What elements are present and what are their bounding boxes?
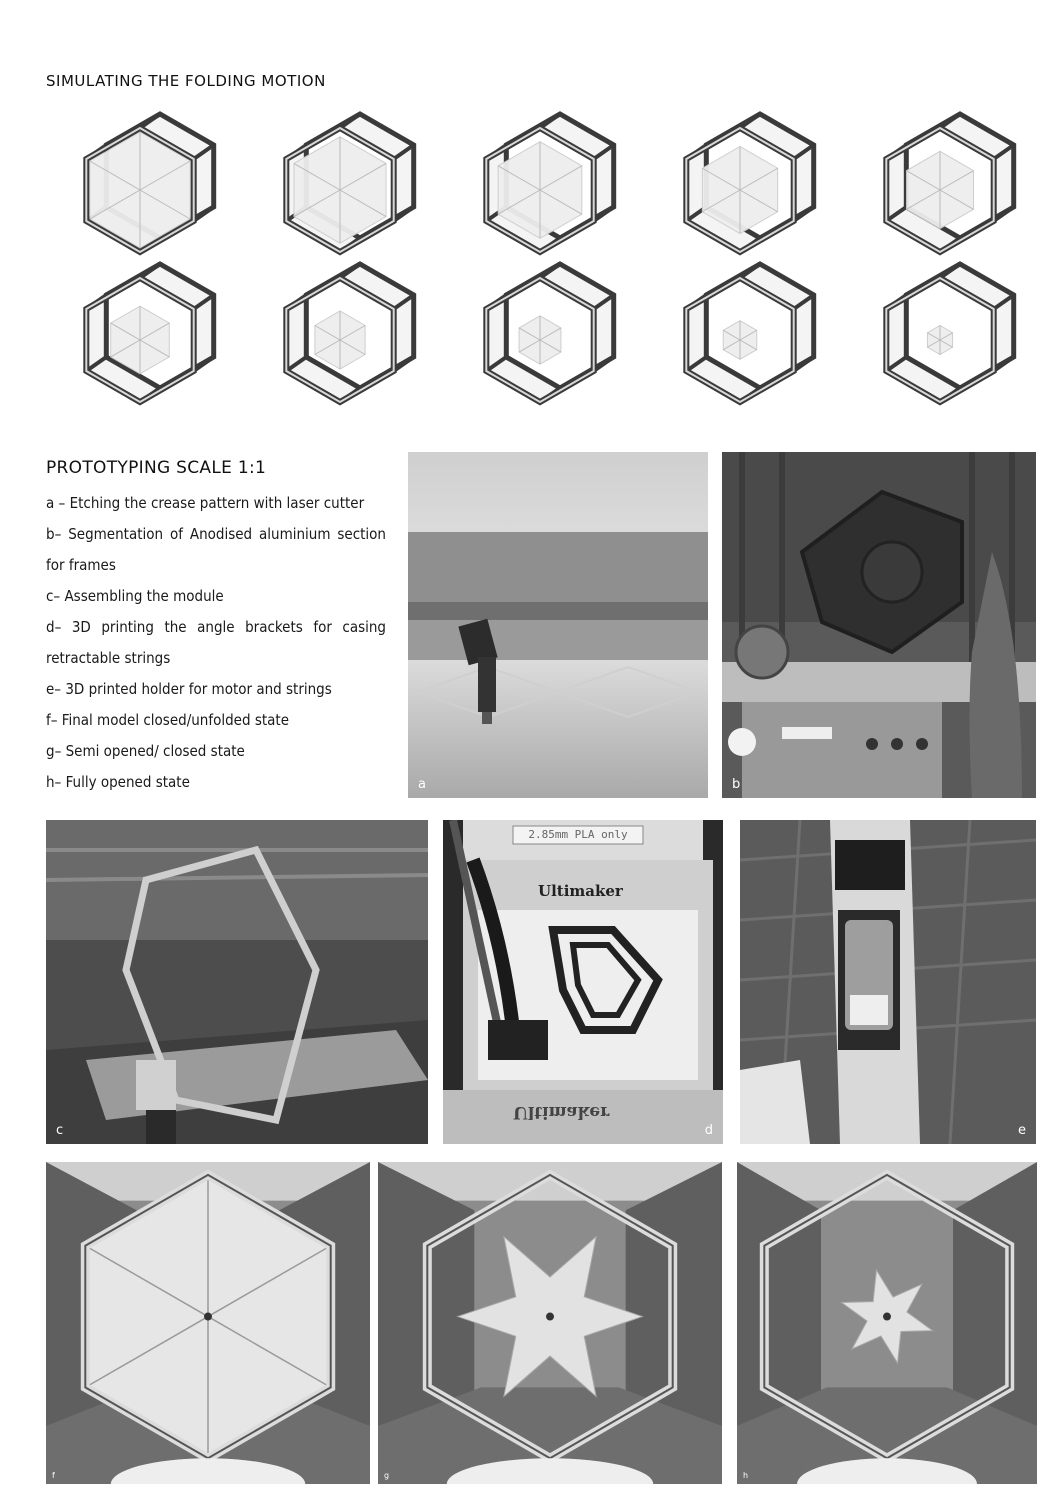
prototyping-steps-list (46, 488, 386, 798)
list-item: b– Segmentation of Anodised aluminium section for frames (46, 525, 386, 574)
photo-laser-cutter (408, 452, 708, 798)
list-item: f– Final model closed/unfolded state (46, 711, 290, 729)
photo-label: d (704, 1123, 713, 1138)
final-closed-image (46, 1162, 370, 1484)
folding-simulation-grid (52, 108, 1012, 408)
photo-label: g (384, 1471, 390, 1480)
photo-assembly (46, 820, 428, 1144)
photo-label: h (743, 1471, 749, 1480)
prototyping-title: PROTOTYPING SCALE 1:1 (46, 458, 267, 478)
folding-render (852, 258, 1046, 408)
assembly-image (46, 820, 428, 1144)
photo-label: f (52, 1471, 55, 1480)
folding-render (252, 108, 446, 258)
photo-label: b (732, 777, 741, 792)
photo-fully-opened (737, 1162, 1037, 1484)
list-item: g– Semi opened/ closed state (46, 742, 245, 760)
photo-motor-holder (740, 820, 1036, 1144)
list-item: h– Fully opened state (46, 773, 190, 791)
photo-label: e (1018, 1123, 1026, 1138)
photo-aluminium-saw (722, 452, 1036, 798)
semi-opened-image (378, 1162, 722, 1484)
printer-tag-text: 2.85mm PLA only (528, 828, 628, 841)
list-item: e– 3D printed holder for motor and strings (46, 680, 332, 698)
printer-brand-text: Ultimaker (538, 882, 623, 900)
folding-render (252, 258, 446, 408)
laser-cutter-image (408, 452, 708, 798)
folding-render (52, 258, 246, 408)
motor-holder-image (740, 820, 1036, 1144)
fully-opened-image (737, 1162, 1037, 1484)
folding-render (652, 108, 846, 258)
photo-label: c (56, 1123, 64, 1138)
printer-brand-text-bottom: Ultimaker (513, 1102, 610, 1122)
simulation-title: SIMULATING THE FOLDING MOTION (46, 72, 326, 90)
folding-render (452, 108, 646, 258)
folding-render (452, 258, 646, 408)
photo-label: a (418, 777, 426, 792)
list-item: d– 3D printing the angle brackets for casing retractable strings (46, 618, 386, 667)
list-item: c– Assembling the module (46, 587, 224, 605)
photo-semi-opened (378, 1162, 722, 1484)
photo-final-closed (46, 1162, 370, 1484)
photo-3d-printer (443, 820, 723, 1144)
list-item: a – Etching the crease pattern with laser cutter (46, 494, 365, 512)
folding-render (652, 258, 846, 408)
saw-image (722, 452, 1036, 798)
folding-render (852, 108, 1046, 258)
printer-image (443, 820, 723, 1144)
folding-render (52, 108, 246, 258)
